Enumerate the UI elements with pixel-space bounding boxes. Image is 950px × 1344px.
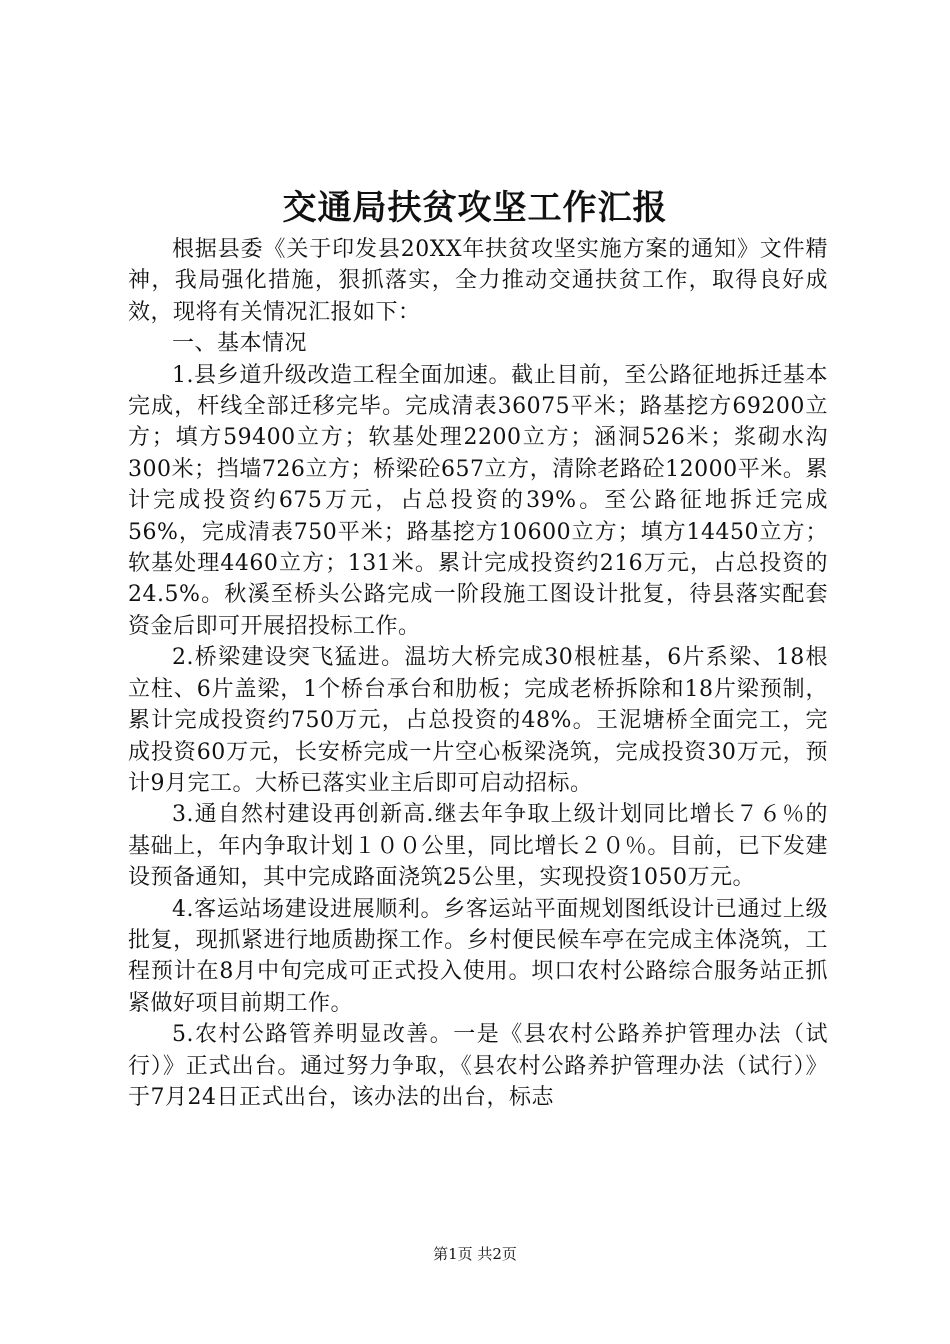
- paragraph-item-2: 2.桥梁建设突飞猛进。温坊大桥完成30根桩基，6片系梁、18根立柱、6片盖梁，1个桥台承台和肋板；完成老桥拆除和18片梁预制，累计完成投资约750万元，占总投资的48%。王泥塘桥全面完工，完成投资60万元，长安桥完成一片空心板梁浇筑，完成投资30万元，预计9月完工。大桥已落实业主后即可启动招标。: [128, 645, 828, 796]
- paragraph-item-1: 1.县乡道升级改造工程全面加速。截止目前，至公路征地拆迁基本完成，杆线全部迁移完毕。完成清表36075平米；路基挖方69200立方；填方59400立方；软基处理2200立方；涵洞526米；浆砌水沟300米；挡墙726立方；桥梁砼657立方，清除老路砼12000平米。累计完成投资约675万元，占总投资的39%。至公路征地拆迁完成56%，完成清表750平米；路基挖方10600立方；填方14450立方；软基处理4460立方；131米。累计完成投资约216万元，占总投资的24.5%。秋溪至桥头公路完成一阶段施工图设计批复，待县落实配套资金后即可开展招投标工作。: [128, 362, 828, 639]
- document-body: [128, 234, 828, 1113]
- page-footer: 第1页 共2页: [433, 1245, 517, 1263]
- paragraph-item-4: 4.客运站场建设进展顺利。乡客运站平面规划图纸设计已通过上级批复，现抓紧进行地质勘探工作。乡村便民候车亭在完成主体浇筑，工程预计在8月中旬完成可正式投入使用。坝口农村公路综合服务站正抓紧做好项目前期工作。: [128, 896, 828, 1016]
- intro-paragraph: 根据县委《关于印发县20XX年扶贫攻坚实施方案的通知》文件精神，我局强化措施，狠抓落实，全力推动交通扶贫工作，取得良好成效，现将有关情况汇报如下：: [128, 237, 828, 325]
- paragraph-item-5: 5.农村公路管养明显改善。一是《县农村公路养护管理办法（试行）》正式出台。通过努力争取，《县农村公路养护管理办法（试行）》于7月24日正式出台，该办法的出台，标志: [128, 1022, 828, 1110]
- section-heading: 一、基本情况: [172, 331, 308, 357]
- document-title: 交通局扶贫攻坚工作汇报: [282, 188, 668, 228]
- paragraph-item-3: 3.通自然村建设再创新高.继去年争取上级计划同比增长７６％的基础上，年内争取计划１００公里，同比增长２０％。目前，已下发建设预备通知，其中完成路面浇筑25公里，实现投资1050万元。: [128, 802, 828, 891]
